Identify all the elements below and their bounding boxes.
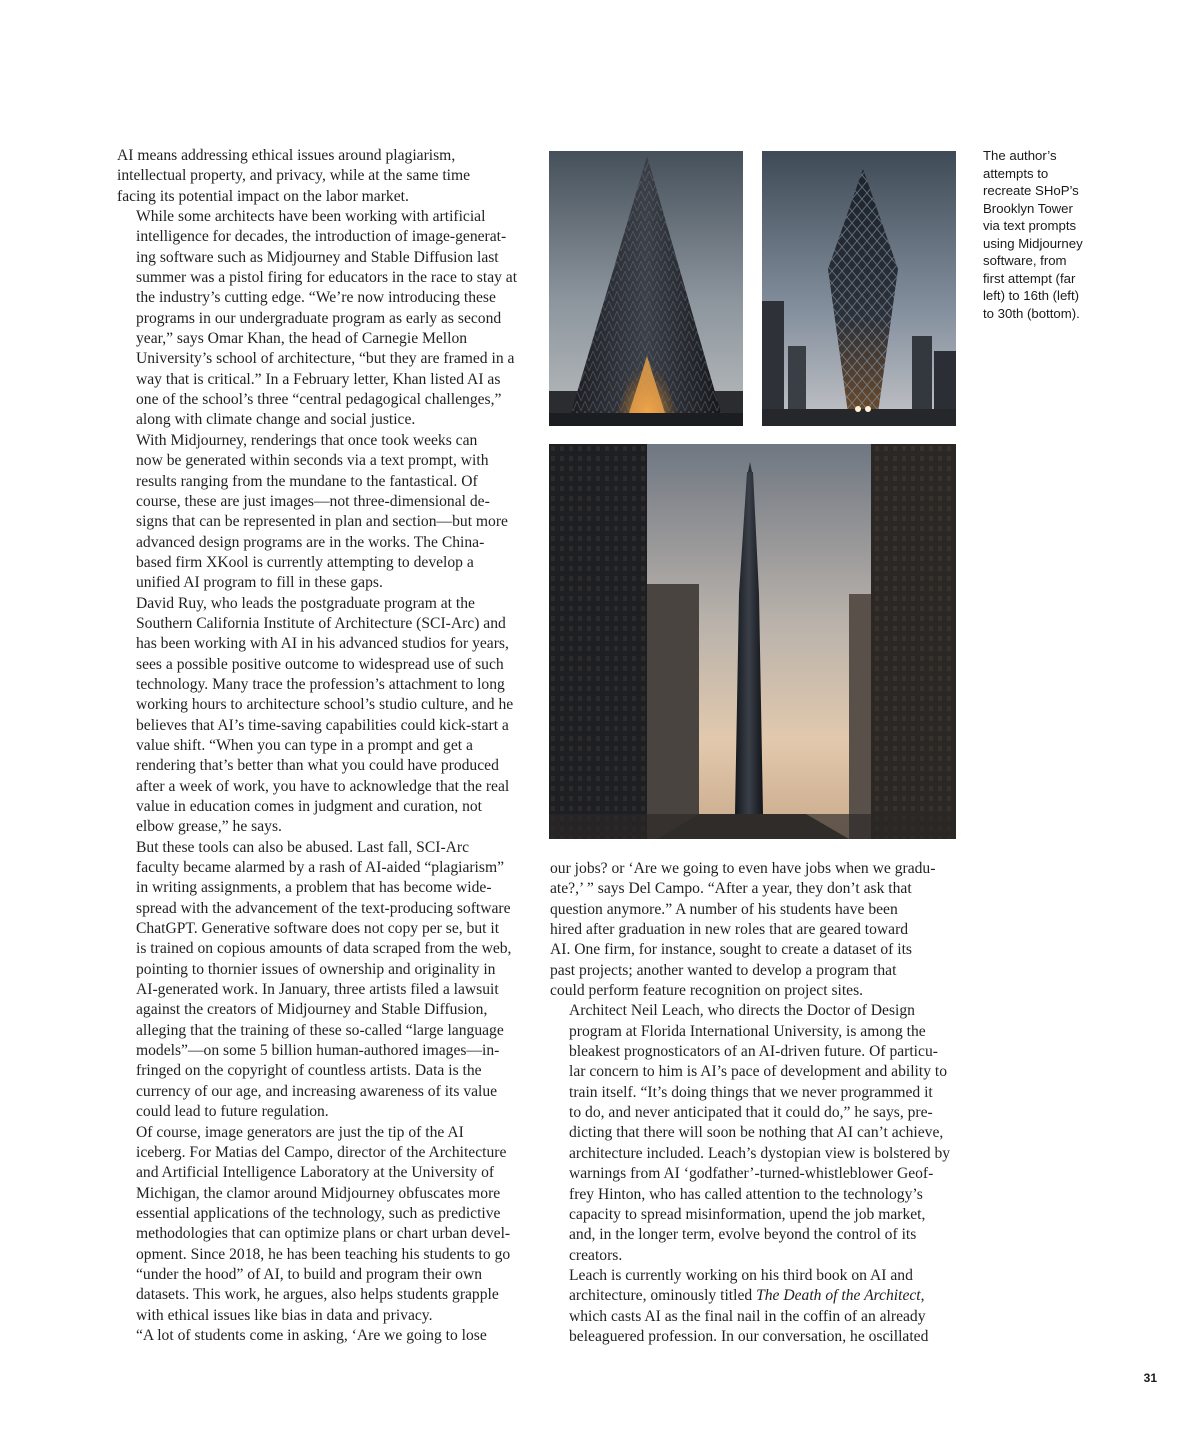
body-paragraph (117, 594, 527, 838)
body-paragraph (550, 1001, 960, 1265)
text-line: after a week of work, you have to acknowledge that the real (136, 777, 510, 795)
text-line: program at Florida International University, is among the (569, 1022, 926, 1040)
text-line: believes that AI’s time-saving capabilities could kick-start a (136, 716, 509, 734)
text-line: opment. Since 2018, he has been teaching his students to go (136, 1245, 511, 1263)
caption-line: The author’s (983, 148, 1057, 163)
tower-render-first-attempt (549, 151, 743, 426)
text-line: facing its potential impact on the labor market. (117, 187, 409, 205)
article-column-right (550, 859, 960, 1347)
body-paragraph (117, 838, 527, 1123)
caption-line: left) to 16th (left) (983, 288, 1080, 303)
text-line: and, in the longer term, evolve beyond the control of its (569, 1226, 917, 1244)
page-number: 31 (1143, 1371, 1157, 1385)
text-line: pointing to thornier issues of ownership and originality in (136, 960, 496, 978)
text-line: spread with the advancement of the text-producing software (136, 899, 511, 917)
text-line: value in education comes in judgment and curation, not (136, 798, 483, 815)
text-line: is trained on copious amounts of data scraped from the web, (136, 940, 512, 958)
text-line: ing software such as Midjourney and Stable Diffusion last (136, 248, 499, 266)
text-line: warnings from AI ‘godfather’-turned-whistleblower Geof- (569, 1165, 934, 1183)
text-line: AI means addressing ethical issues around plagiarism, (117, 147, 456, 164)
text-line: models”—on some 5 billion human-authored images—in- (136, 1042, 500, 1060)
text-line: elbow grease,” he says. (136, 818, 282, 836)
image-caption (983, 147, 1108, 322)
text-line: Southern California Institute of Architecture (SCI-Arc) and (136, 614, 506, 632)
article-column-left (117, 146, 527, 1346)
text-line: With Midjourney, renderings that once took weeks can (136, 431, 478, 449)
text-line: “under the hood” of AI, to build and program their own (136, 1265, 483, 1283)
text-line: Michigan, the clamor around Midjourney obfuscates more (136, 1184, 501, 1202)
text-line: could perform feature recognition on project sites. (550, 982, 864, 1000)
body-paragraph (117, 431, 527, 594)
text-line: and Artificial Intelligence Laboratory at the University of (136, 1164, 495, 1182)
text-line: faculty became alarmed by a rash of AI-aided “plagiarism” (136, 859, 505, 877)
text-line: currency of our age, and increasing awareness of its value (136, 1082, 498, 1100)
text-line: dicting that there will soon be nothing that AI can’t achieve, (569, 1124, 944, 1142)
text-line: question anymore.” A number of his students have been (550, 900, 898, 918)
text-line: David Ruy, who leads the postgraduate program at the (136, 594, 475, 612)
text-line: University’s school of architecture, “but they are framed in a (136, 350, 515, 368)
text-line: creators. (569, 1246, 623, 1264)
text-line: AI-generated work. In January, three artists filed a lawsuit (136, 981, 499, 999)
text-line: value shift. “When you can type in a prompt and get a (136, 736, 473, 754)
text-line: datasets. This work, he argues, also helps students grapple (136, 1286, 499, 1304)
body-paragraph (550, 1266, 960, 1347)
text-line: ate?,’ ” says Del Campo. “After a year, they don’t ask that (550, 880, 912, 898)
text-line: advanced design programs are in the works. The China- (136, 533, 485, 551)
text-line: frey Hinton, who has called attention to the technology’s (569, 1185, 923, 1203)
text-line: year,” says Omar Khan, the head of Carnegie Mellon (136, 330, 468, 348)
text-line: intelligence for decades, the introduction of image-generat- (136, 228, 507, 246)
text-line: signs that can be represented in plan and section—but more (136, 513, 508, 531)
text-line: But these tools can also be abused. Last fall, SCI-Arc (136, 838, 470, 856)
text-line: one of the school’s three “central pedagogical challenges,” (136, 391, 502, 409)
text-line: along with climate change and social justice. (136, 411, 416, 429)
text-line: methodologies that can optimize plans or chart urban devel- (136, 1225, 511, 1243)
text-line: capacity to spread misinformation, upend the job market, (569, 1205, 926, 1223)
text-line: architecture, ominously titled (569, 1287, 757, 1305)
body-paragraph (117, 146, 527, 207)
text-line: “A lot of students come in asking, ‘Are we going to lose (136, 1326, 487, 1344)
text-line: now be generated within seconds via a text prompt, with (136, 452, 489, 470)
text-line: summer was a pistol firing for educators in the race to stay at (136, 269, 518, 287)
caption-line: recreate SHoP’s (983, 183, 1079, 198)
text-line: ChatGPT. Generative software does not copy per se, but it (136, 920, 500, 938)
text-line: way that is critical.” In a February letter, Khan listed AI as (136, 370, 501, 388)
body-paragraph (117, 1326, 527, 1346)
text-line: hired after graduation in new roles that are geared toward (550, 921, 909, 939)
body-paragraph (550, 859, 960, 1001)
text-line: to do, and never anticipated that it could do,” he says, pre- (569, 1104, 933, 1122)
text-line: past projects; another wanted to develop a program that (550, 961, 897, 979)
text-line: architecture included. Leach’s dystopian view is bolstered by (569, 1144, 951, 1162)
text-line: results ranging from the mundane to the fantastical. Of (136, 472, 478, 490)
caption-line: first attempt (far (983, 270, 1076, 286)
text-line: working hours to architecture school’s studio culture, and he (136, 696, 514, 714)
tower-render-thirtieth-attempt (549, 444, 956, 839)
text-line: Of course, image generators are just the tip of the AI (136, 1123, 464, 1141)
text-line: Leach is currently working on his third book on AI and (569, 1266, 913, 1284)
text-line: which casts AI as the final nail in the coffin of an already (569, 1307, 926, 1325)
text-line: Architect Neil Leach, who directs the Doctor of Design (569, 1002, 915, 1020)
text-line: essential applications of the technology, such as predictive (136, 1204, 501, 1222)
text-line: programs in our undergraduate program as early as second (136, 309, 502, 327)
caption-line: using Midjourney (983, 235, 1083, 251)
text-line (550, 1286, 960, 1306)
caption-line: to 30th (bottom). (983, 305, 1080, 321)
text-line: lar concern to him is AI’s pace of development and ability to (569, 1063, 948, 1081)
text-line: alleging that the training of these so-called “large language (136, 1021, 504, 1039)
caption-line: software, from (983, 253, 1067, 268)
text-line: intellectual property, and privacy, while at the same time (117, 167, 471, 185)
text-line: with ethical issues like bias in data and privacy. (136, 1306, 433, 1324)
text-line: AI. One firm, for instance, sought to create a dataset of its (550, 941, 912, 959)
text-line: our jobs? or ‘Are we going to even have jobs when we gradu- (550, 860, 936, 877)
text-line: could lead to future regulation. (136, 1103, 329, 1121)
caption-line: via text prompts (983, 218, 1077, 233)
text-line: fringed on the copyright of countless artists. Data is the (136, 1062, 482, 1080)
text-line: has been working with AI in his advanced studios for years, (136, 635, 509, 653)
caption-line: Brooklyn Tower (983, 200, 1073, 216)
text-line: sees a possible positive outcome to widespread use of such (136, 655, 504, 673)
text-line: based firm XKool is currently attempting to develop a (136, 553, 474, 571)
text-line: unified AI program to fill in these gaps. (136, 574, 383, 592)
text-line: rendering that’s better than what you could have produced (136, 757, 499, 775)
text-line: in writing assignments, a problem that has become wide- (136, 879, 492, 897)
text-line: the industry’s cutting edge. “We’re now introducing these (136, 289, 496, 307)
text-line: , (920, 1287, 925, 1305)
text-line: beleaguered profession. In our conversation, he oscillated (569, 1327, 929, 1345)
caption-line: attempts to (983, 165, 1049, 181)
body-paragraph (117, 207, 527, 431)
text-line: course, these are just images—not three-dimensional de- (136, 492, 490, 510)
body-paragraph (117, 1123, 527, 1326)
text-line: While some architects have been working with artificial (136, 208, 486, 226)
text-line: train itself. “It’s doing things that we never programmed it (569, 1083, 933, 1101)
text-line: bleakest prognosticators of an AI-driven future. Of particu- (569, 1043, 938, 1061)
text-line: technology. Many trace the profession’s attachment to long (136, 675, 505, 693)
tower-render-sixteenth-attempt (762, 151, 956, 426)
text-line: iceberg. For Matias del Campo, director of the Architecture (136, 1143, 507, 1161)
book-title: The Death of the Architect (756, 1287, 921, 1305)
text-line: against the creators of Midjourney and Stable Diffusion, (136, 1001, 488, 1019)
